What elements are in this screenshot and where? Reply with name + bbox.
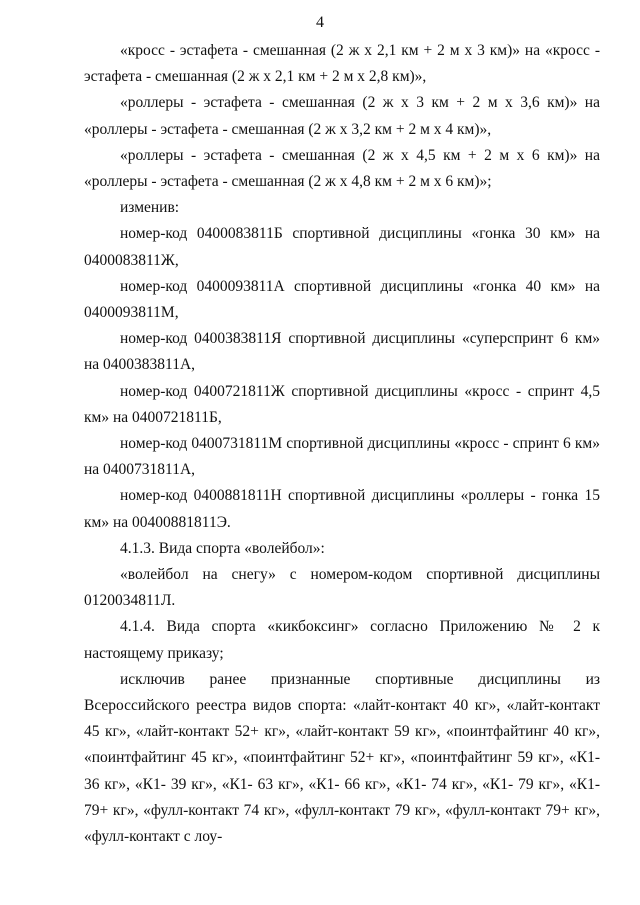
page-number: 4 [316,14,324,31]
paragraph-3: «роллеры - эстафета - смешанная (2 ж х 4,5 км + 2 м х 6 км)» на «роллеры - эстафета - смешанная (2 ж х 4,8 км + 2 м х 6 км)»; [84,146,600,191]
paragraph-5: номер-код 0400083811Б спортивной дисциплины «гонка 30 км» на 0400083811Ж, [84,225,600,269]
document-body [84,38,600,850]
paragraph-14: исключив ранее признанные спортивные дисциплины из Всероссийского реестра видов спорта: «лайт-контакт 40 кг», «лайт-контакт 45 кг», «лайт-контакт 52+ кг», «лайт-контакт 59 кг», «поинтфайтинг 40 кг», «поинтфайтинг 45 кг», «поинтфайтинг 52+ кг», «поинтфайтинг 59 кг», «К1- 36 кг», «К1- 39 кг», «К1- 63 кг», «К1- 66 кг», «К1- 74 кг», «К1- 79 кг», «К1- 79+ кг», «фулл-контакт 74 кг», «фулл-контакт 79 кг», «фулл-контакт 79+ кг», «фулл-контакт с лоу- [84,670,600,846]
paragraph-7: номер-код 0400383811Я спортивной дисциплины «суперспринт 6 км» на 0400383811А, [84,330,600,374]
paragraph-8: номер-код 0400721811Ж спортивной дисциплины «кросс - спринт 4,5 км» на 0400721811Б, [84,382,600,426]
paragraph-2: «роллеры - эстафета - смешанная (2 ж х 3 км + 2 м х 3,6 км)» на «роллеры - эстафета - смешанная (2 ж х 3,2 км + 2 м х 4 км)», [84,94,600,138]
paragraph-1: «кросс - эстафета - смешанная (2 ж х 2,1 км + 2 м х 3 км)» на «кросс - эстафета - смешанная (2 ж х 2,1 км + 2 м х 2,8 км)», [84,42,600,86]
paragraph-9: номер-код 0400731811М спортивной дисциплины «кросс - спринт 6 км» на 0400731811А, [84,435,600,479]
paragraph-10: номер-код 0400881811Н спортивной дисциплины «роллеры - гонка 15 км» на 00400881811Э. [84,487,600,531]
paragraph-6: номер-код 0400093811А спортивной дисциплины «гонка 40 км» на 0400093811М, [84,277,600,322]
paragraph-11: 4.1.3. Вида спорта «волейбол»: [120,539,325,557]
paragraph-4: изменив: [120,199,180,217]
paragraph-13: 4.1.4. Вида спорта «кикбоксинг» согласно Приложению № 2 к настоящему приказу; [84,618,600,662]
paragraph-12: «волейбол на снегу» с номером-кодом спортивной дисциплины 0120034811Л. [84,566,600,610]
